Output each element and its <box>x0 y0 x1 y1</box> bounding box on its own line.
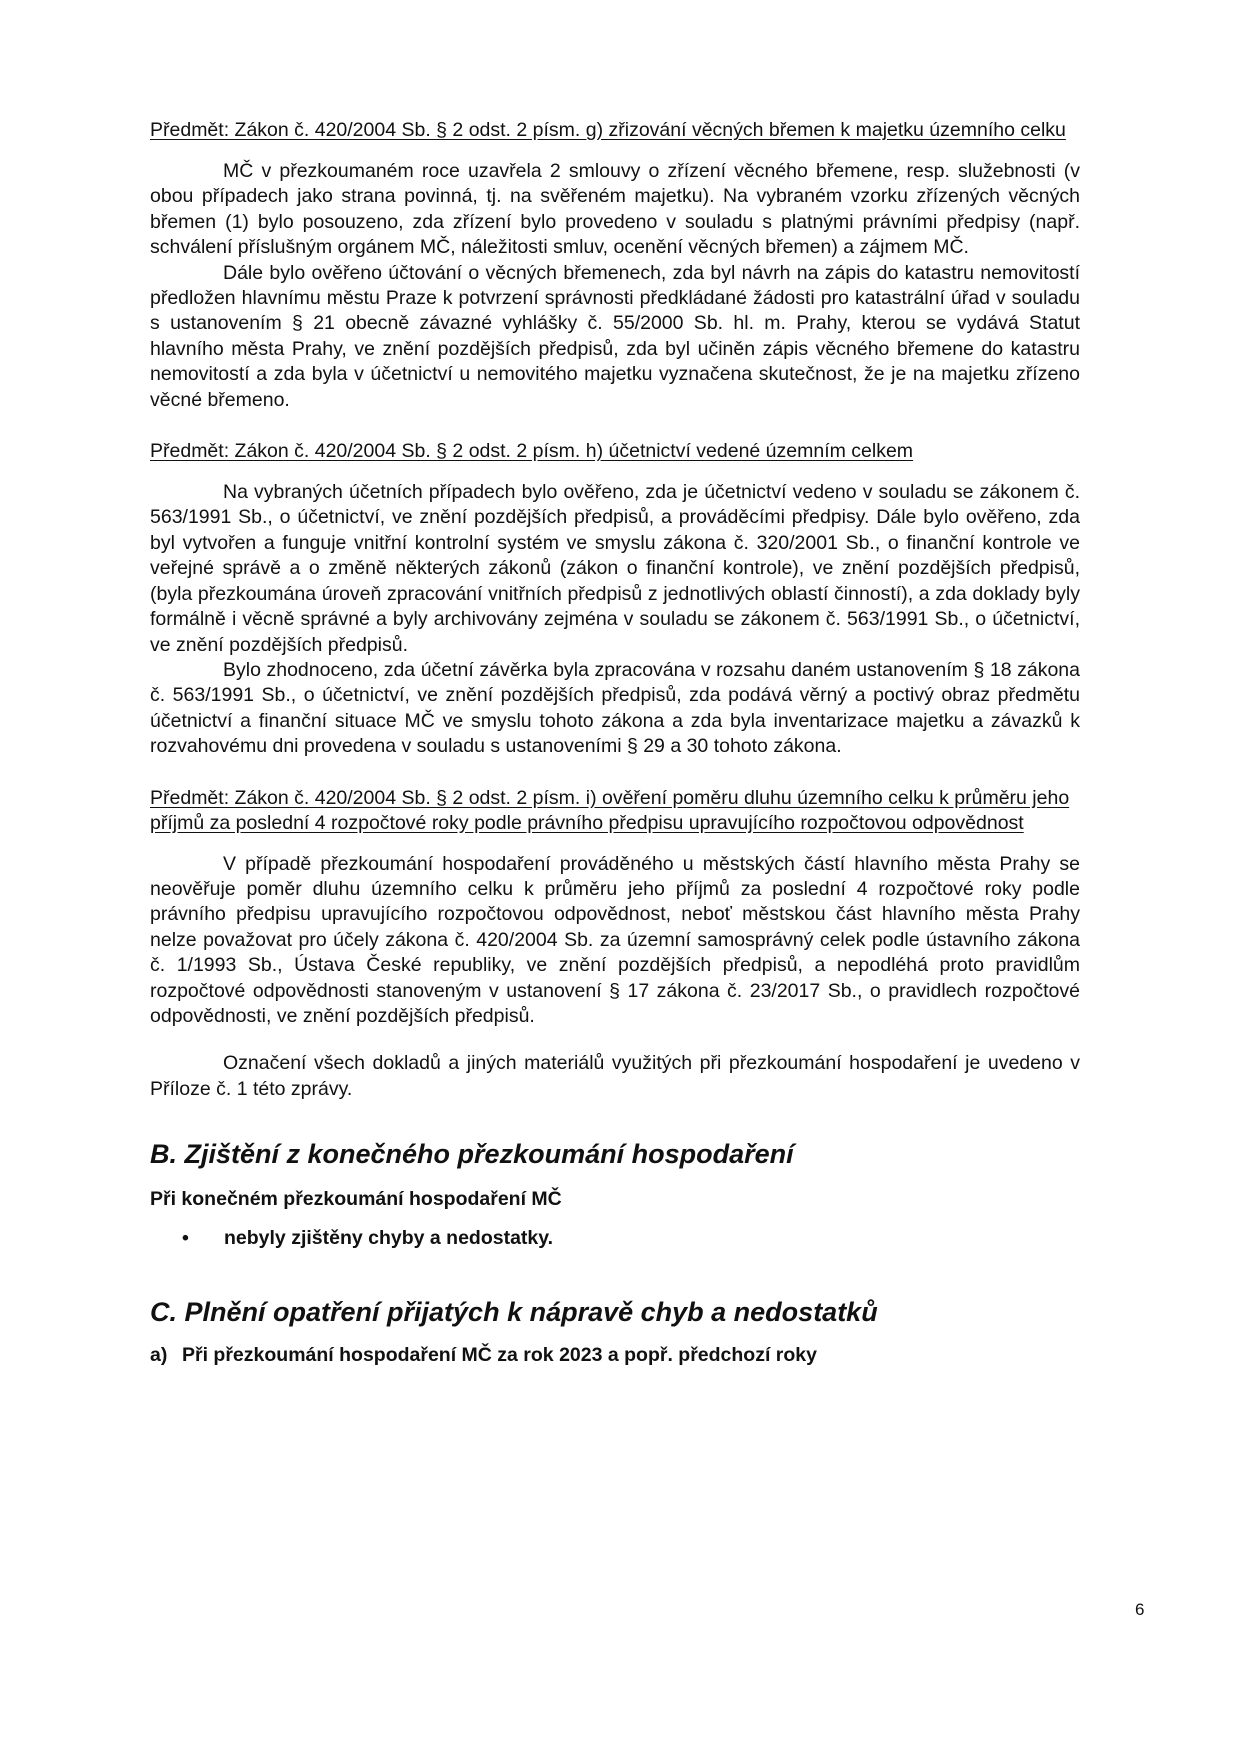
section-g <box>150 118 1080 413</box>
subitem-text: Při přezkoumání hospodaření MČ za rok 2023 a popř. předchozí roky <box>182 1344 817 1367</box>
document-page <box>150 118 1080 1367</box>
paragraph: Označení všech dokladů a jiných materiálů využitých při přezkoumání hospodaření je uvedeno v Příloze č. 1 této zprávy. <box>150 1052 1080 1100</box>
section-h <box>150 439 1080 759</box>
list-item <box>182 1227 1080 1250</box>
list-item-text: nebyly zjištěny chyby a nedostatky. <box>224 1227 554 1250</box>
paragraph: Dále bylo ověřeno účtování o věcných břemenech, zda byl návrh na zápis do katastru nemovitostí předložen hlavnímu městu Praze k potvrzení správnosti předkládané žádosti pro katastrální úřad v souladu s ustanovením § 21 obecně závazné vyhlášky č. 55/2000 Sb. hl. m. Prahy, kterou se vydává Statut hlavního města Prahy, ve znění pozdějších předpisů, zda byl učiněn zápis věcného břemene do katastru nemovitostí a zda byla v účetnictví u nemovitého majetku vyznačena skutečnost, že je na majetku zřízeno věcné břemeno. <box>150 261 1080 411</box>
section-b-heading: B. Zjištění z konečného přezkoumání hospodaření <box>150 1139 794 1170</box>
subject-heading: Předmět: Zákon č. 420/2004 Sb. § 2 odst. 2 písm. g) zřizování věcných břemen k majetku územního celku <box>150 119 1066 141</box>
subject-heading: Předmět: Zákon č. 420/2004 Sb. § 2 odst. 2 písm. i) ověření poměru dluhu územního celku k průměru jeho příjmů za poslední 4 rozpočtové roky podle právního předpisu upravujícího rozpočtovou odpovědnost <box>150 786 1070 834</box>
page-number: 6 <box>1135 1600 1145 1619</box>
paragraph: MČ v přezkoumaném roce uzavřela 2 smlouvy o zřízení věcného břemene, resp. služebnosti (v obou případech jako strana povinná, tj. na svěřeném majetku). Na vybraném vzorku zřízených věcných břemen (1) bylo posouzeno, zda zřízení bylo provedeno v souladu s platnými právními předpisy (např. schválení příslušným orgánem MČ, náležitosti smluv, ocenění věcných břemen) a zájmem MČ. <box>150 160 1080 259</box>
bullet-icon: • <box>182 1227 189 1250</box>
section-i <box>150 786 1080 1103</box>
subject-heading: Předmět: Zákon č. 420/2004 Sb. § 2 odst. 2 písm. h) účetnictví vedené územním celkem <box>150 440 914 463</box>
paragraph: V případě přezkoumání hospodaření prováděného u městských částí hlavního města Prahy se neověřuje poměr dluhu územního celku k průměru jeho příjmů za poslední 4 rozpočtové roky podle právního předpisu upravujícího rozpočtovou odpovědnost, neboť městskou část hlavního města Prahy nelze považovat pro účely zákona č. 420/2004 Sb. za územní samosprávný celek podle ústavního zákona č. 1/1993 Sb., Ústava České republiky, ve znění pozdějších předpisů, a nepodléhá proto pravidlům rozpočtové odpovědnosti stanoveným v ustanovení § 17 zákona č. 23/2017 Sb., o pravidlech rozpočtové odpovědnosti, ve znění pozdějších předpisů. <box>150 852 1080 1027</box>
subitem-letter: a) <box>150 1344 168 1367</box>
section-b-intro: Při konečném přezkoumání hospodaření MČ <box>150 1188 562 1211</box>
paragraph: Na vybraných účetních případech bylo ověřeno, zda je účetnictví vedeno v souladu se zákonem č. 563/1991 Sb., o účetnictví, ve znění pozdějších předpisů, a prováděcími předpisy. Dále bylo ověřeno, zda byl vytvořen a funguje vnitřní kontrolní systém ve smyslu zákona č. 320/2001 Sb., o finanční kontrole ve veřejné správě a o změně některých zákonů (zákon o finanční kontrole), ve znění pozdějších předpisů, (byla přezkoumána úroveň zpracování vnitřních předpisů z jednotlivých oblastí činností), a zda doklady byly formálně i věcně správné a byly archivovány zejména v souladu se zákonem č. 563/1991 Sb., o účetnictví, ve znění pozdějších předpisů. <box>150 481 1080 656</box>
section-c-heading: C. Plnění opatření přijatých k nápravě chyb a nedostatků <box>150 1297 878 1328</box>
paragraph: Bylo zhodnoceno, zda účetní závěrka byla zpracována v rozsahu daném ustanovením § 18 zákona č. 563/1991 Sb., o účetnictví, ve znění pozdějších předpisů, zda podává věrný a poctivý obraz předmětu účetnictví a finanční situace MČ ve smyslu tohoto zákona a zda byla inventarizace majetku a závazků k rozvahovému dni provedena v souladu s ustanoveními § 29 a 30 tohoto zákona. <box>150 658 1080 758</box>
section-c-subitem <box>150 1344 1080 1367</box>
